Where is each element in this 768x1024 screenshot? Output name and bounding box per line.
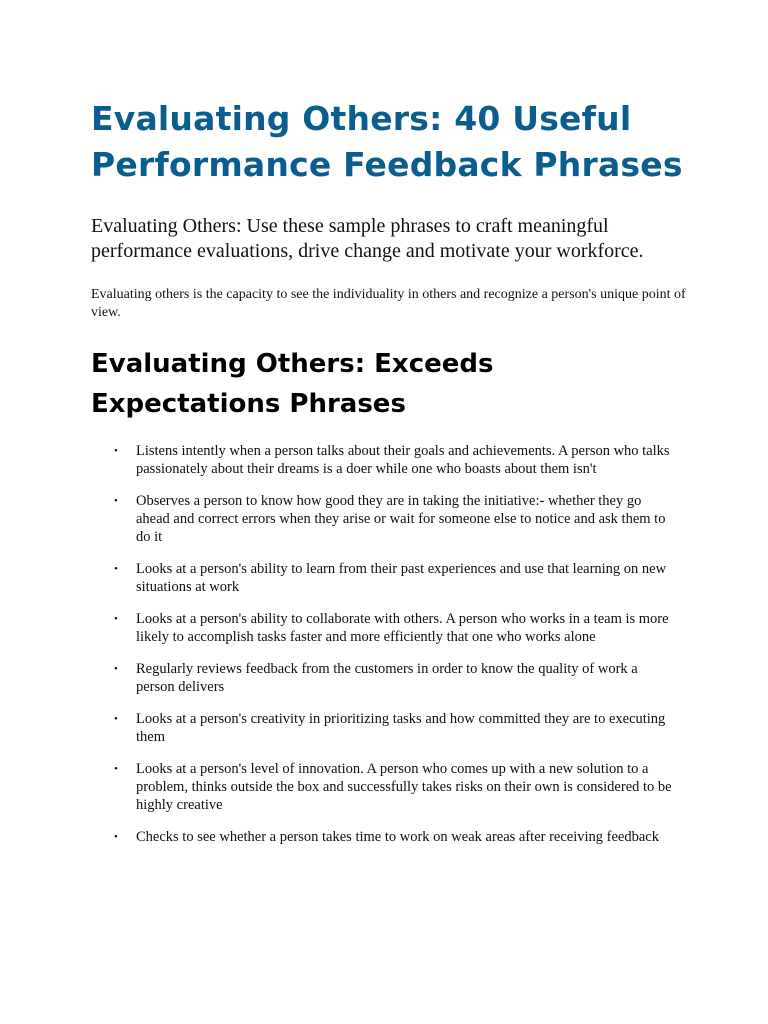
list-item-text: Checks to see whether a person takes time to work on weak areas after receiving feedback [136,829,659,845]
list-item [91,560,676,596]
list-item [91,492,676,546]
document-page [91,96,691,860]
list-item-text: Looks at a person's level of innovation. A person who comes up with a new solution to a problem, thinks outside the box and successfully takes risks on their own is considered to be highly creative [136,761,672,813]
bullet-icon: • [114,613,118,625]
list-item [91,442,676,478]
list-item [91,828,676,846]
list-item-text: Listens intently when a person talks about their goals and achievements. A person who talks passionately about their dreams is a doer while one who boasts about them isn't [136,443,670,477]
document-title: Evaluating Others: 40 Useful Performance Feedback Phrases [91,99,683,184]
section-heading: Evaluating Others: Exceeds Expectations Phrases [91,349,494,419]
bullet-icon: • [114,495,118,507]
list-item-text: Looks at a person's ability to collaborate with others. A person who works in a team is more likely to accomplish tasks faster and more efficiently that one who works alone [136,611,669,645]
list-item [91,760,676,814]
list-item [91,660,676,696]
list-item-text: Observes a person to know how good they are in taking the initiative:- whether they go ahead and correct errors when they arise or wait for someone else to notice and ask them to do it [136,493,666,545]
list-item-text: Regularly reviews feedback from the customers in order to know the quality of work a person delivers [136,661,638,695]
document-subtitle: Evaluating Others: Use these sample phrases to craft meaningful performance evaluations, drive change and motivate your workforce. [91,215,644,262]
bullet-icon: • [114,663,118,675]
bullet-icon: • [114,763,118,775]
phrase-list [91,442,691,846]
list-item-text: Looks at a person's ability to learn from their past experiences and use that learning on new situations at work [136,561,667,595]
list-item-text: Looks at a person's creativity in prioritizing tasks and how committed they are to executing them [136,711,666,745]
bullet-icon: • [114,713,118,725]
list-item [91,610,676,646]
bullet-icon: • [114,563,118,575]
list-item [91,710,676,746]
intro-paragraph: Evaluating others is the capacity to see the individuality in others and recognize a person's unique point of view. [91,287,686,320]
bullet-icon: • [114,445,118,457]
bullet-icon: • [114,831,118,843]
